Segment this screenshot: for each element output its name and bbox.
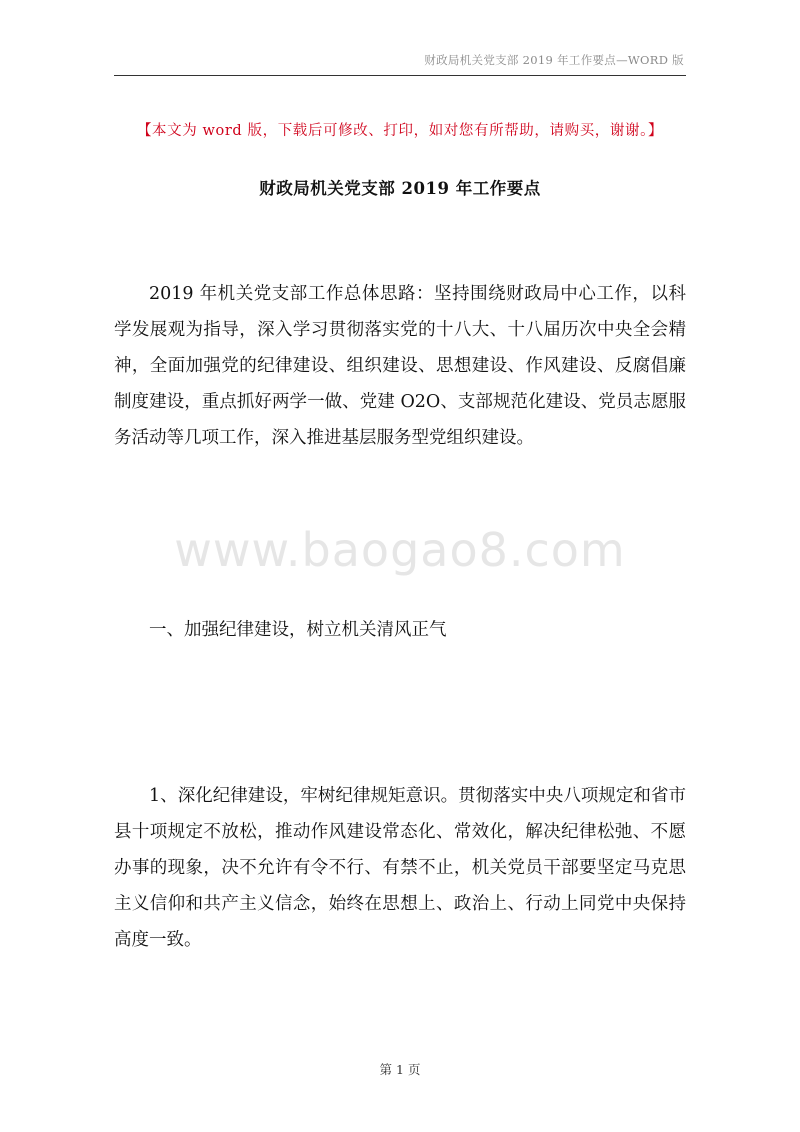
watermark-text: www.baogao8.com — [174, 523, 626, 577]
download-notice: 【本文为 word 版，下载后可修改、打印，如对您有所帮助，请购买，谢谢。】 — [136, 123, 664, 139]
document-title: 财政局机关党支部 2019 年工作要点 — [259, 179, 541, 198]
header-divider — [114, 75, 686, 76]
running-header: 财政局机关党支部 2019 年工作要点—WORD 版 — [424, 53, 684, 67]
item-paragraph: 1、深化纪律建设，牢树纪律规矩意识。贯彻落实中央八项规定和省市县十项规定不放松，推动作风建设常态化、常效化，解决纪律松弛、不愿办事的现象，决不允许有令不行、有禁不止，机关党员干部要坚定马克思主义信仰和共产主义信念，始终在思想上、政治上、行动上同党中央保持高度一致。 — [114, 786, 686, 950]
section-heading: 一、加强纪律建设，树立机关清风正气 — [149, 620, 447, 640]
intro-paragraph: 2019 年机关党支部工作总体思路：坚持围绕财政局中心工作，以科学发展观为指导，深入学习贯彻落实党的十八大、十八届历次中央全会精神，全面加强党的纪律建设、组织建设、思想建设、作风建设、反腐倡廉制度建设，重点抓好两学一做、党建 O2O、支部规范化建设、党员志愿服务活动等几项工作，深入推进基层服务型党组织建设。 — [114, 284, 686, 448]
page-number: 第 1 页 — [379, 1062, 421, 1077]
